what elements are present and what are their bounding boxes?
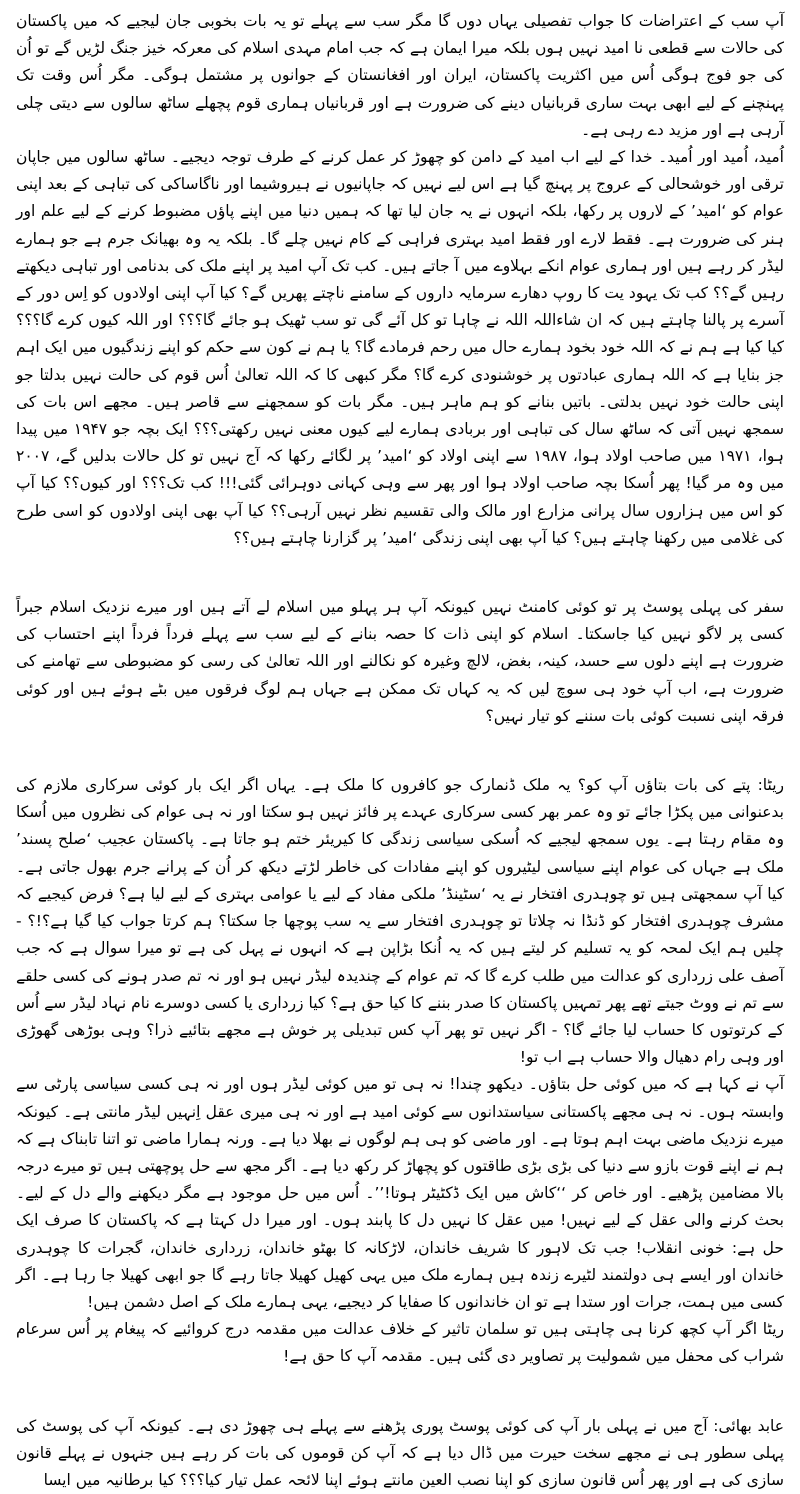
paragraph-solution: آپ نے کہا ہے کہ میں کوئی حل بتاؤں۔ دیکھو چندا! نہ ہی تو میں کوئی لیڈر ہوں اور نہ ہی کسی سیاسی پارٹی سے وابستہ ہوں۔ نہ ہی مجھے پاکستانی سیاستدانوں سے کوئی امید ہے اور نہ ہی میری عقل اِنہیں لیڈر مانتی ہے۔ کیونکہ میرے نزدیک ماضی بہت اہم ہوتا ہے۔ اور ماضی کو ہی ہم لوگوں نے بھلا دیا ہے۔ ورنہ ہمارا ماضی تو اتنا تابناک ہے کہ ہم نے اپنے قوت بازو سے دنیا کی بڑی بڑی طاقتوں کو پچھاڑ کر رکھ دیا ہے۔ اگر مجھ سے حل پوچھتی ہیں تو میرے درجہ بالا مضامین پڑھیے۔ اور خاص کر ‘‘کاش میں ایک ڈکٹیٹر ہوتا!’’۔ اُس میں حل موجود ہے مگر دیکھنے والے دل کے لیے۔ بحث کرنے والی عقل کے لیے نہیں! میں عقل کا نہیں دل کا پابند ہوں۔ اور میرا دل کہتا ہے کہ پاکستان کا صرف ایک حل ہے: خونی انقلاب! جب تک لاہور کا شریف خاندان، لاڑکانہ کا بھٹو خاندان، زرداری خاندان، گجرات کا چوہدری خاندان اور ایسے ہی دولتمند لٹیرے زندہ ہیں ہمارے ملک میں یہی کھیل کھیلا جاتا رہے گا جو ابھی کھیلا جا رہا ہے۔ اگر کسی میں ہمت، جرات اور ستدا ہے تو ان خاندانوں کا صفایا کر دیجیے، یہی ہمارے ملک کے اصل دشمن ہیں!	[16, 1075, 784, 1311]
paragraph-gap	[16, 1371, 784, 1413]
paragraph-gap	[16, 552, 784, 594]
paragraph-intro: آپ سب کے اعتراضات کا جواب تفصیلی یہاں دوں گا مگر سب سے پہلے تو یہ بات بخوبی جان لیجیے کہ میں پاکستان کی حالات سے قطعی نا امید نہیں ہوں بلکہ میرا ایمان ہے کہ جب امام مہدی اسلام کی معرکہ خیز جنگ لڑیں گے تو اُن کی جو فوج ہوگی اُس میں اکثریت پاکستان، ایران اور افغانستان کے جوانوں پر مشتمل ہوگی۔ مگر اُس وقت تک پہنچنے کے لیے ابھی بہت ساری قربانیاں دینے کی ضرورت ہے اور قربانیاں ہماری قوم پچھلے ساٹھ سالوں سے دیتی چلی آرہی ہے اور مزید دے رہی ہے۔	[16, 12, 784, 139]
paragraph-abid: عابد بھائی: آج میں نے پہلی بار آپ کی کوئی پوسٹ پوری پڑھنے سے پہلے ہی چھوڑ دی ہے۔ کیونکہ آپ کی پوسٹ کی پہلی سطور ہی نے مجھے سخت حیرت میں ڈال دیا ہے کہ آپ کن قوموں کی بات کر رہے ہیں جنہوں نے پہلے قانون سازی کی ہے اور پھر اُس قانون سازی کو اپنا نصب العین مانتے ہوئے اپنا لائحہ عمل تیار کیا؟؟؟ کیا برطانیہ میں ایسا	[16, 1416, 784, 1489]
paragraph-rita-lawsuit: ریٹا اگر آپ کچھ کرنا ہی چاہتی ہیں تو سلمان تاثیر کے خلاف عدالت میں مقدمہ درج کروائیے کہ پیغام پر اُس سرعام شراب کی محفل میں شمولیت پر تصاویر دی گئی ہیں۔ مقدمہ آپ کا حق ہے!	[16, 1320, 784, 1366]
paragraph-safar: سفر کی پہلی پوسٹ پر تو کوئی کامنٹ نہیں کیونکہ آپ ہر پہلو میں اسلام لے آتے ہیں اور میرے نزدیک اسلام جبراً کسی پر لاگو نہیں کیا جاسکتا۔ اسلام کو اپنی ذات کا حصہ بنانے کے لیے سب سے پہلے فرداً فرداً اپنے احتساب کی ضرورت ہے اپنے دلوں سے حسد، کینہ، بغض، لالچ وغیرہ کو نکالنے اور اللہ تعالیٰ کی رسی کو مضبوطی سے تھامنے کی ضرورت ہے، اب آپ خود ہی سوچ لیں کہ یہ کہاں تک ممکن ہے جہاں ہم لوگ فرقوں میں بٹے ہوئے ہیں اور کوئی فرقہ اپنی نسبت کوئی بات سننے کو تیار نہیں؟	[16, 598, 784, 725]
paragraph-hope: اُمید، اُمید اور اُمید۔ خدا کے لیے اب امید کے دامن کو چھوڑ کر عمل کرنے کے طرف توجہ دیجیے۔ ساٹھ سالوں میں جاپان ترقی اور خوشحالی کے عروج پر پہنچ گیا ہے اس لیے نہیں کہ جاپانیوں نے ہیروشیما اور ناگاساکی کی تباہی کے بعد اپنی عوام کو ‘امید’ کے لاروں پر رکھا، بلکہ انہوں نے یہ جان لیا تھا کہ ہمیں دنیا میں اپنے پاؤں مضبوط کرنے کے لیے علم اور ہنر کی ضرورت ہے۔ فقط لارے اور فقط امید بہتری فراہی کے کام نہیں چلے گا۔ بلکہ یہ وہ بھیانک جرم ہے جو ہمارے لیڈر کر رہے ہیں اور ہماری عوام انکے بہلاوے میں آ جاتے ہیں۔ کب تک آپ امید پر اپنے ملک کی بدنامی اور تباہی دیکھتے رہیں گے؟؟ کب تک یہود یت کا روپ دھارے سرمایہ داروں کے سامنے ناچتے پھریں گے؟ کیا آپ اپنی اولادوں کو اِس دور کے آسرے پر پالنا چاہتے ہیں کہ ان شاءاللہ اللہ نے چاہا تو کل آئے گی تو سب ٹھیک ہو جائے گا؟؟؟ اور اللہ کیوں کرے گا؟؟؟ کیا کیا ہے ہم نے کہ اللہ خود بخود ہمارے حال میں رحم فرمادے گا؟ یا ہم نے کون سے حکم کو اپنے زندگیوں میں ایک اہم جز بنایا ہے کہ اللہ ہماری عبادتوں پر خوشنودی کرے گا؟ مگر کبھی کا کہ اللہ تعالیٰ اُس قوم کی حالت نہیں بدلتا جو اپنی حالت خود نہیں بدلتی۔ باتیں بنانے کو ہم ماہر ہیں۔ مگر بات کو سمجھنے سے قاصر ہیں۔ مجھے اس بات کی سمجھ نہیں آتی کہ ساٹھ سال کی تباہی اور بربادی ہمارے لیے کیوں معنی نہیں رکھتی؟؟؟ ایک بچہ جو ۱۹۴۷ میں پیدا ہوا، ۱۹۷۱ میں صاحب اولاد ہوا، ۱۹۸۷ سے اپنی اولاد کو ‘امید’ پر لگائے رکھا کہ آج نہیں تو کل حالات بدلیں گے، ۲۰۰۷ میں وہ مر گیا! پھر اُسکا بچہ صاحب اولاد ہوا اور پھر سے وہی کہانی دوہرائی گئی!!! کب تک؟؟؟ اور کیوں؟؟ کیا آپ کو اس میں ہزاروں سال پرانی مزارع اور مالک والی تقسیم نظر نہیں آرہی؟؟ کیا آپ بھی اپنی اولادوں کو اسی طرح کی غلامی میں رکھنا چاہتے ہیں؟ کیا آپ بھی اپنی زندگی ‘امید’ پر گزارنا چاہتے ہیں؟؟	[16, 148, 784, 547]
paragraph-rita: ریٹا: پتے کی بات بتاؤں آپ کو؟ یہ ملک ڈنمارک جو کافروں کا ملک ہے۔ یہاں اگر ایک بار کوئی سرکاری ملازم کی بدعنوانی میں پکڑا جائے تو وہ عمر بھر کسی سرکاری عہدے پر فائز نہیں ہو سکتا اور نہ ہی عوام کی نظروں میں اُسکا وہ مقام رہتا ہے۔ یوں سمجھ لیجیے کہ اُسکی سیاسی زندگی کا کیریئر ختم ہو جاتا ہے۔ پاکستان عجیب ‘صلح پسند’ ملک ہے جہاں کی عوام اپنے سیاسی لیٹیروں کو اپنے مفادات کی خاطر لڑتے دیکھ کر اُن کے پرانے جرم بھول جاتی ہے۔ کیا آپ سمجھتی ہیں تو چوہدری افتخار نے یہ ‘سٹینڈ’ ملکی مفاد کے لیے یا عوامی بہتری کے لیے لیا ہے؟ فرض کیجیے کہ مشرف چوہدری افتخار کو ڈنڈا نہ چلاتا تو چوہدری افتخار سے یہ سب پوچھا جا سکتا؟ ہم کرتا جواب کیا گیا ہے؟!؟ - چلیں ہم ایک لمحہ کو یہ تسلیم کر لیتے ہیں کہ یہ اُنکا بڑاپن ہے کہ انہوں نے پہل کی ہے تو میرا سوال ہے کہ جب آصف علی زرداری کو عدالت میں طلب کرے گا کہ تم عوام کے چندیدہ لیڈر نہیں ہو اور نہ تم صدر ہونے کی کسی حلقے سے تم نے ووٹ جیتے تھے پھر تمہیں پاکستان کا صدر بننے کا کیا حق ہے؟ کیا زرداری یا کسی دوسرے نام نہاد لیڈر سے اُس کے کرتوتوں کا حساب لیا جائے گا؟ - اگر نہیں تو پھر آپ کس تبدیلی پر خوش ہے مجھے بتائیے ذرا؟ وہی بوڑھی گھوڑی اور وہی رام دھیال والا حساب ہے اب تو!	[16, 776, 784, 1067]
paragraph-gap	[16, 730, 784, 772]
